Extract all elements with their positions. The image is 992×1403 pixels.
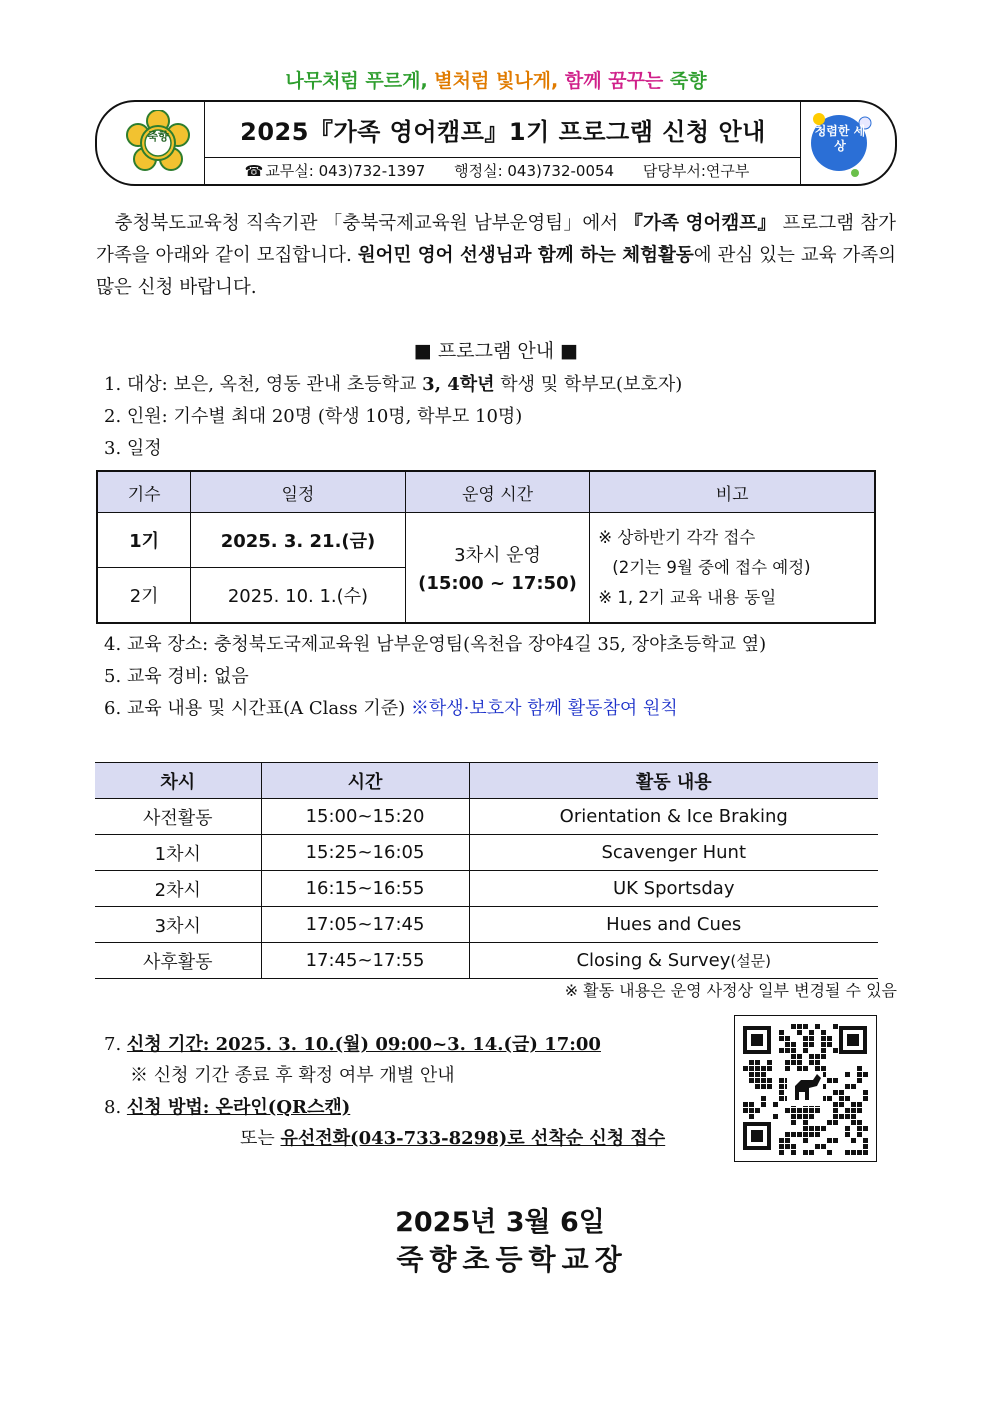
content-suffix: (설문): [730, 952, 772, 970]
school-emblem-icon: [125, 110, 191, 176]
intro-highlight: 원어민 영어 선생님과 함께 하는 체험활동: [357, 245, 694, 266]
apply-method: 신청 방법: 온라인(QR스캔): [126, 1097, 351, 1118]
apply-phone: 유선전화(043-733-8298)로 선착순 신청 접수: [280, 1128, 666, 1149]
activity-table: [95, 762, 878, 979]
session-cell: 3차시: [95, 907, 261, 943]
item-number: 7.: [104, 1034, 127, 1055]
slogan-part: 함께 꿈꾸는: [564, 70, 664, 92]
apply-phone-line: [240, 1124, 665, 1150]
item-text: 1. 대상: 보은, 옥천, 영동 관내 초등학교: [104, 374, 423, 395]
apply-period: 신청 기간: 2025. 3. 10.(월) 09:00~3. 14.(금) 17:00: [126, 1034, 601, 1055]
column-header: 일정: [191, 471, 405, 513]
intro-text: 에 관심 있는 교육 가족의 많은 신청 바랍니다.: [96, 245, 897, 298]
item-apply-method: [104, 1093, 350, 1119]
program-heading: ■ 프로그램 안내 ■: [413, 340, 579, 362]
phone-icon: ☎: [244, 162, 264, 180]
column-header: 기수: [97, 471, 191, 513]
schedule-table: [96, 470, 876, 624]
item-apply-period: [104, 1030, 601, 1056]
term-cell: 1기: [97, 513, 191, 568]
issue-date: 2025년 3월 6일: [395, 1207, 605, 1238]
time-cell: 16:15~16:55: [261, 871, 469, 907]
principal-signature: 죽향초등학교장: [396, 1243, 628, 1276]
session-cell: 사후활동: [95, 943, 261, 979]
item-location: 4. 교육 장소: 충청북도국제교육원 남부운영팀(옥천읍 장야4길 35, 장야초등학교 옆): [104, 634, 767, 655]
item-cost: 5. 교육 경비: 없음: [104, 666, 249, 687]
activity-note: ※ 활동 내용은 운영 사정상 일부 변경될 수 있음: [564, 981, 897, 1000]
term-cell: 2기: [97, 568, 191, 624]
content-text: Closing & Survey: [576, 950, 731, 971]
item-text: 6. 교육 내용 및 시간표(A Class 기준): [104, 698, 411, 719]
table-row: [97, 513, 875, 568]
item-note: ※학생·보호자 함께 활동참여 원칙: [410, 698, 678, 719]
time-range: (15:00 ~ 17:50): [418, 573, 577, 594]
item-text: 학생 및 학부모(보호자): [494, 374, 683, 395]
note-cell: [590, 513, 875, 624]
date-cell: 2025. 10. 1.(수): [191, 568, 405, 624]
note-text: ※ 1, 2기 교육 내용 동일: [598, 587, 777, 607]
time-cell: 15:25~16:05: [261, 835, 469, 871]
item-content: [104, 694, 678, 720]
note-text: (2기는 9월 중에 접수 예정): [612, 557, 811, 577]
slogan-part: 별처럼 빛나게,: [434, 70, 559, 92]
item-number: 8.: [104, 1097, 127, 1118]
qr-code-icon: [735, 1016, 875, 1160]
intro-text: 프로그램 참가 가족을 아래와 같이 모집합니다.: [96, 213, 896, 266]
time-cell: 17:45~17:55: [261, 943, 469, 979]
content-cell: Orientation & Ice Braking: [469, 799, 878, 835]
intro-text: 충청북도교육청 직속기관 「충북국제교육원 남부운영팀」에서: [114, 213, 625, 234]
item-target: [104, 370, 682, 396]
date-cell: 2025. 3. 21.(금): [191, 513, 405, 568]
session-cell: 2차시: [95, 871, 261, 907]
slogan-part: 나무처럼 푸르게,: [285, 70, 428, 92]
column-header: 활동 내용: [469, 763, 878, 799]
column-header: 차시: [95, 763, 261, 799]
qr-code[interactable]: [734, 1015, 877, 1162]
contact-line: [204, 160, 802, 181]
column-header: 시간: [261, 763, 469, 799]
department: 담당부서:연구부: [642, 162, 750, 180]
column-header: 운영 시간: [405, 471, 590, 513]
integrity-logo-text: 청렴한 세상: [814, 124, 866, 153]
time-text: 3차시 운영: [454, 545, 541, 566]
slogan-part: 죽향: [669, 70, 707, 92]
intro-paragraph: [96, 208, 896, 304]
note-text: ※ 상하반기 각각 접수: [598, 527, 756, 547]
time-cell: 17:05~17:45: [261, 907, 469, 943]
time-cell: 15:00~15:20: [261, 799, 469, 835]
table-row: [95, 835, 878, 871]
table-row: [95, 943, 878, 979]
table-row: [95, 871, 878, 907]
camp-name: 『가족 영어캠프』: [624, 213, 777, 234]
session-cell: 1차시: [95, 835, 261, 871]
table-row: [95, 907, 878, 943]
document-title: 2025『가족 영어캠프』1기 프로그램 신청 안내: [240, 118, 766, 146]
session-cell: 사전활동: [95, 799, 261, 835]
table-row: [95, 799, 878, 835]
column-header: 비고: [590, 471, 875, 513]
content-cell: [469, 943, 878, 979]
content-cell: Hues and Cues: [469, 907, 878, 943]
item-capacity: 2. 인원: 기수별 최대 20명 (학생 10명, 학부모 10명): [104, 406, 523, 427]
item-schedule: 3. 일정: [104, 438, 162, 459]
content-cell: UK Sportsday: [469, 871, 878, 907]
school-slogan: [0, 66, 992, 93]
content-cell: Scavenger Hunt: [469, 835, 878, 871]
item-highlight: 3, 4학년: [422, 374, 495, 395]
apply-period-note: ※ 신청 기간 종료 후 확정 여부 개별 안내: [130, 1065, 455, 1086]
admin-phone: 행정실: 043)732-0054: [454, 162, 615, 180]
time-cell: [405, 513, 590, 624]
office-phone: 교무실: 043)732-1397: [265, 162, 426, 180]
item-text: 또는: [240, 1128, 281, 1149]
school-emblem-text: 죽향: [147, 130, 169, 143]
